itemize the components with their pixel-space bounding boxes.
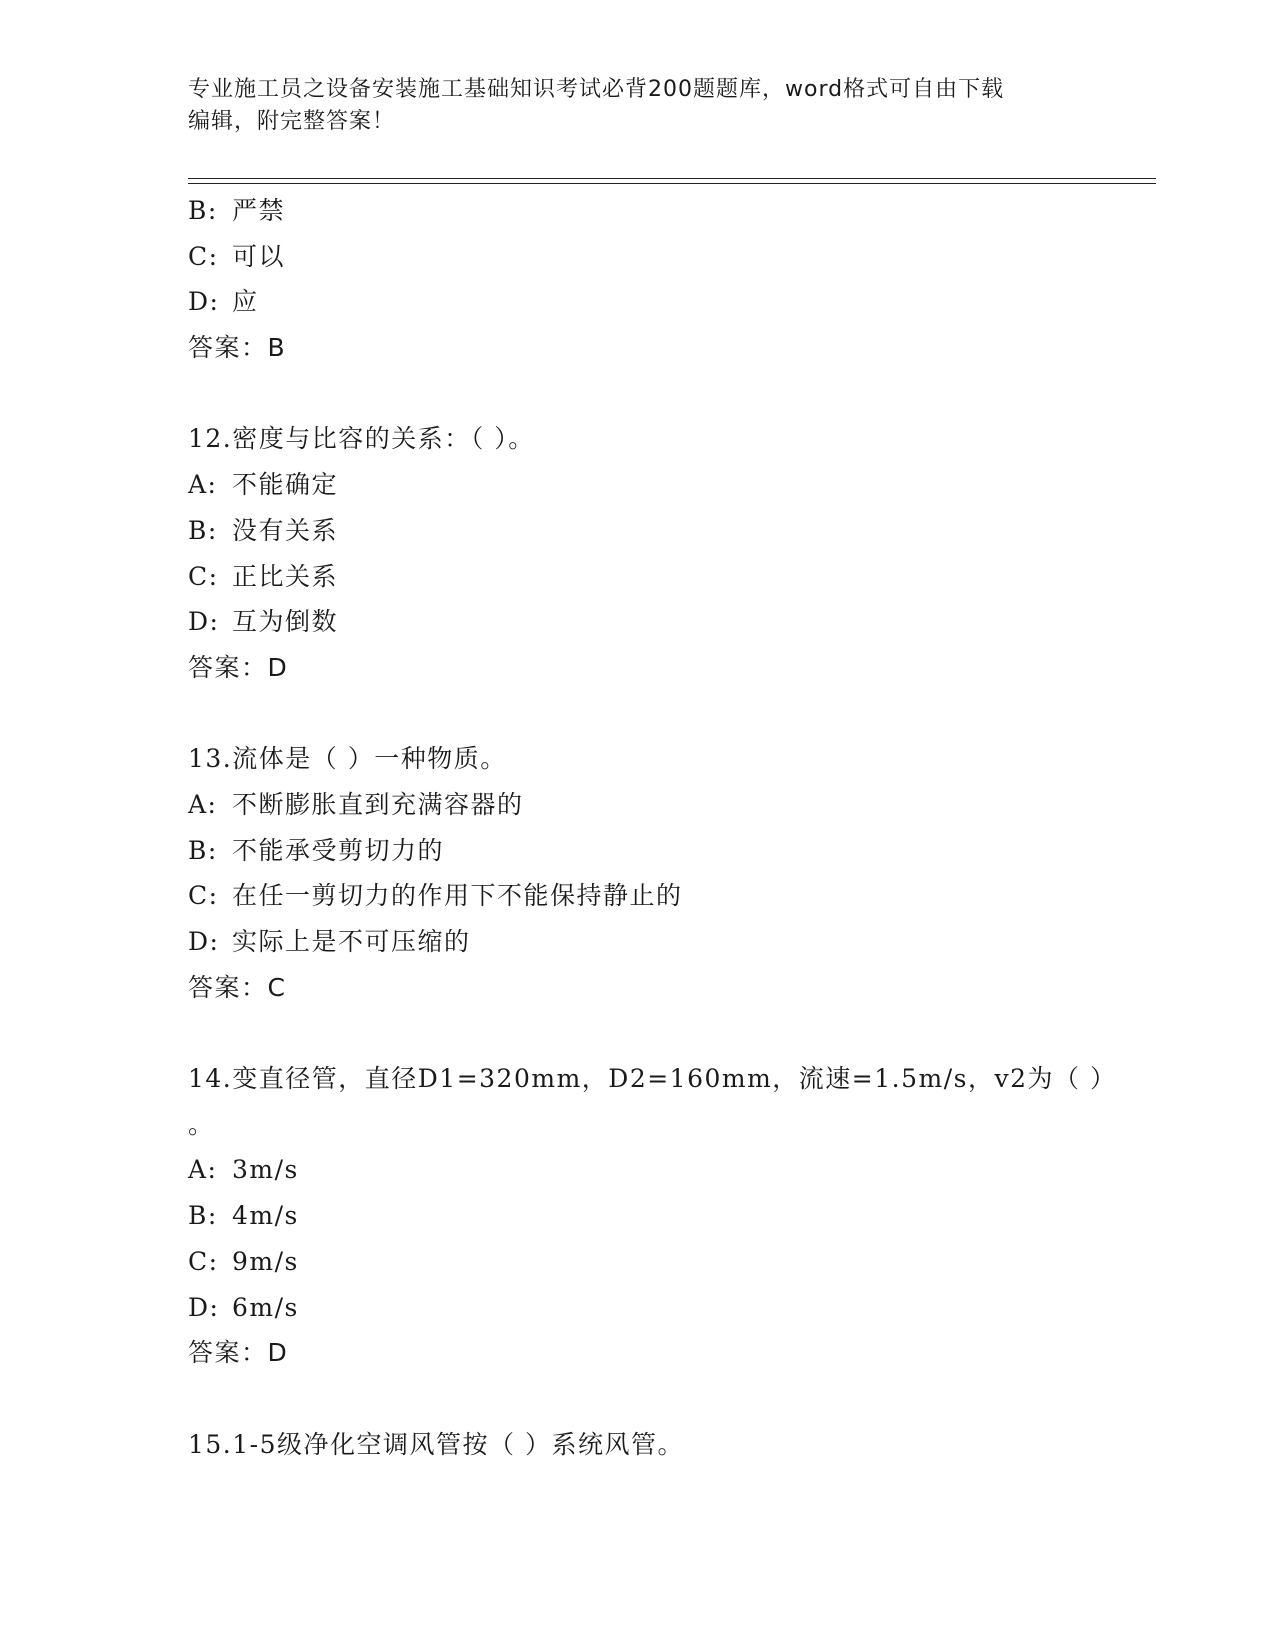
option-text: 实际上是不可压缩的	[232, 927, 471, 956]
option-d	[188, 919, 1156, 965]
option-prefix: A:	[188, 789, 218, 819]
option-c	[188, 554, 1156, 600]
question-12	[188, 416, 1156, 690]
option-text: 3m/s	[232, 1155, 299, 1185]
option-prefix: B:	[188, 1201, 218, 1231]
spacer	[188, 1376, 1156, 1422]
answer: 答案：D	[188, 652, 289, 682]
document-header	[188, 74, 1068, 138]
spacer	[188, 1010, 1156, 1056]
option-d	[188, 279, 1156, 325]
option-prefix: D:	[188, 607, 220, 637]
option-a	[188, 1147, 1156, 1193]
header-title-line-2: 编辑，附完整答案！	[188, 109, 396, 134]
option-text: 4m/s	[232, 1201, 299, 1231]
question-text-continued: 。	[188, 1109, 214, 1139]
answer: 答案：D	[188, 1338, 289, 1368]
option-text: 9m/s	[232, 1246, 299, 1276]
spacer	[188, 371, 1156, 417]
option-c	[188, 1239, 1156, 1285]
option-b	[188, 1193, 1156, 1239]
option-prefix: C:	[188, 881, 219, 911]
option-text: 可以	[232, 241, 286, 271]
option-prefix: C:	[188, 561, 219, 591]
option-prefix: D:	[188, 287, 220, 317]
option-text: 严禁	[232, 196, 286, 225]
option-text: 应	[232, 287, 259, 317]
option-a	[188, 782, 1156, 828]
option-prefix: D:	[188, 927, 220, 956]
question-text: 14.变直径管，直径D1=320mm，D2=160mm，流速=1.5m/s，v2为（ ）	[188, 1064, 1117, 1094]
option-d	[188, 599, 1156, 645]
option-text: 6m/s	[232, 1292, 299, 1322]
question-text: 15.1-5级净化空调风管按（ ）系统风管。	[188, 1429, 684, 1459]
question-14	[188, 1056, 1156, 1376]
option-text: 不能承受剪切力的	[232, 835, 445, 865]
question-11	[188, 188, 1156, 371]
option-b	[188, 188, 1156, 234]
option-prefix: B:	[188, 196, 218, 225]
option-prefix: C:	[188, 241, 219, 271]
question-list	[188, 188, 1156, 1467]
option-b	[188, 828, 1156, 874]
option-text: 互为倒数	[232, 607, 339, 637]
option-b	[188, 508, 1156, 554]
option-prefix: A:	[188, 470, 218, 500]
option-c	[188, 234, 1156, 280]
spacer	[188, 691, 1156, 737]
option-text: 不能确定	[232, 470, 339, 500]
option-text: 没有关系	[232, 515, 339, 545]
option-prefix: C:	[188, 1246, 219, 1276]
option-d	[188, 1285, 1156, 1331]
option-prefix: A:	[188, 1155, 218, 1185]
option-text: 正比关系	[232, 561, 339, 591]
option-prefix: D:	[188, 1292, 220, 1322]
question-15	[188, 1422, 1156, 1468]
header-divider-bottom	[188, 183, 1156, 184]
option-a	[188, 462, 1156, 508]
option-text: 不断膨胀直到充满容器的	[232, 789, 524, 819]
option-c	[188, 873, 1156, 919]
answer: 答案：B	[188, 333, 287, 363]
question-text: 13.流体是（ ）一种物质。	[188, 744, 507, 774]
question-text: 12.密度与比容的关系：（ ）。	[188, 424, 535, 454]
question-13	[188, 736, 1156, 1010]
option-text: 在任一剪切力的作用下不能保持静止的	[232, 881, 683, 911]
header-title-line-1: 专业施工员之设备安装施工基础知识考试必背200题题库，word格式可自由下载	[188, 77, 1005, 102]
header-divider-top	[188, 178, 1156, 179]
option-prefix: B:	[188, 835, 218, 865]
option-prefix: B:	[188, 515, 218, 545]
answer: 答案：C	[188, 972, 287, 1002]
